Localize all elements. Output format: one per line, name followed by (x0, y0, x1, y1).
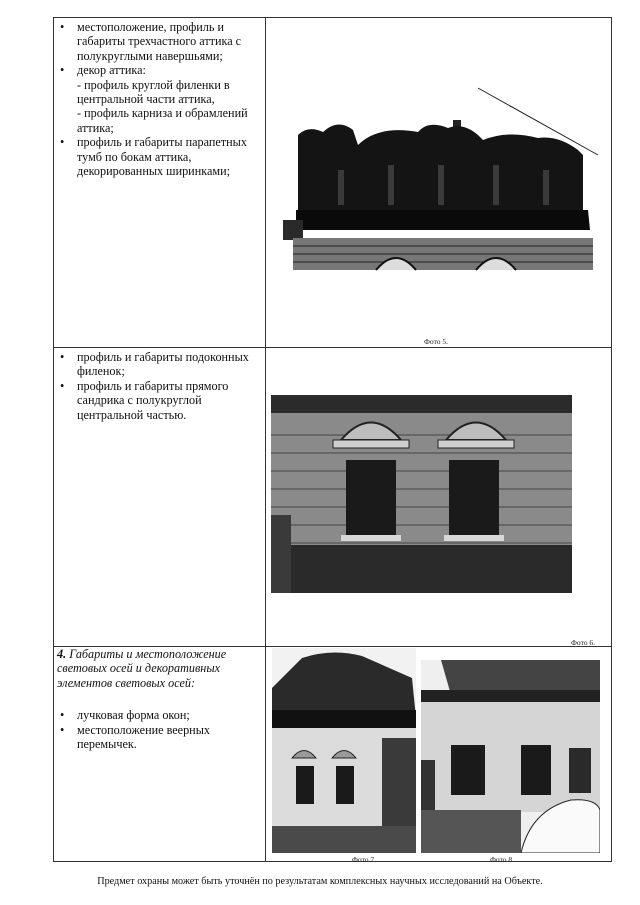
sub-list-item: - профиль карниза и обрамлений аттика; (77, 106, 248, 135)
list-item: • профиль и габариты подоконных филенок; (60, 350, 249, 379)
list-item: • профиль и габариты парапетных тумб по бокам аттика, декорированных ширинками; (60, 135, 247, 179)
row2-text (57, 350, 265, 422)
list-item: • лучковая форма окон; (60, 708, 190, 723)
photo-8-caption: Фото 8. (490, 855, 515, 864)
column-divider (265, 17, 266, 862)
row-divider-1 (53, 347, 612, 348)
list-item: • декор аттика: (60, 63, 146, 78)
footer-note: Предмет охраны может быть уточнён по результатам комплексных научных исследований на Объекте. (97, 876, 543, 887)
photo-7-caption: Фото 7. (352, 855, 377, 864)
list-item: • местоположение веерных перемычек. (60, 722, 210, 752)
section-number: 4. (57, 647, 67, 661)
row1-text (57, 20, 265, 178)
photo-5-caption: Фото 5. (424, 337, 449, 346)
photo-8-street-facade (421, 660, 600, 853)
list-item: • профиль и габариты прямого сандрика с полукруглой центральной частью. (60, 378, 229, 422)
list-item: • местоположение, профиль и габариты трехчастного аттика с полукруглыми навершьями; (60, 20, 242, 63)
photo-7-corner (272, 648, 416, 853)
table-border-top (53, 17, 612, 18)
photo-6-windows (271, 395, 572, 593)
table-border-right (611, 17, 612, 862)
photo-5-attic (278, 80, 600, 275)
section-heading (57, 647, 265, 690)
table-border-bottom (53, 861, 612, 862)
row3-text (57, 647, 265, 751)
table-border-left (53, 17, 54, 862)
section-heading-text: Габариты и местоположение световых осей и декоративных элементов световых осей: (57, 647, 227, 690)
photo-6-caption: Фото 6. (571, 638, 596, 647)
sub-list-item: - профиль круглой филенки в центральной части аттика, (77, 77, 230, 107)
